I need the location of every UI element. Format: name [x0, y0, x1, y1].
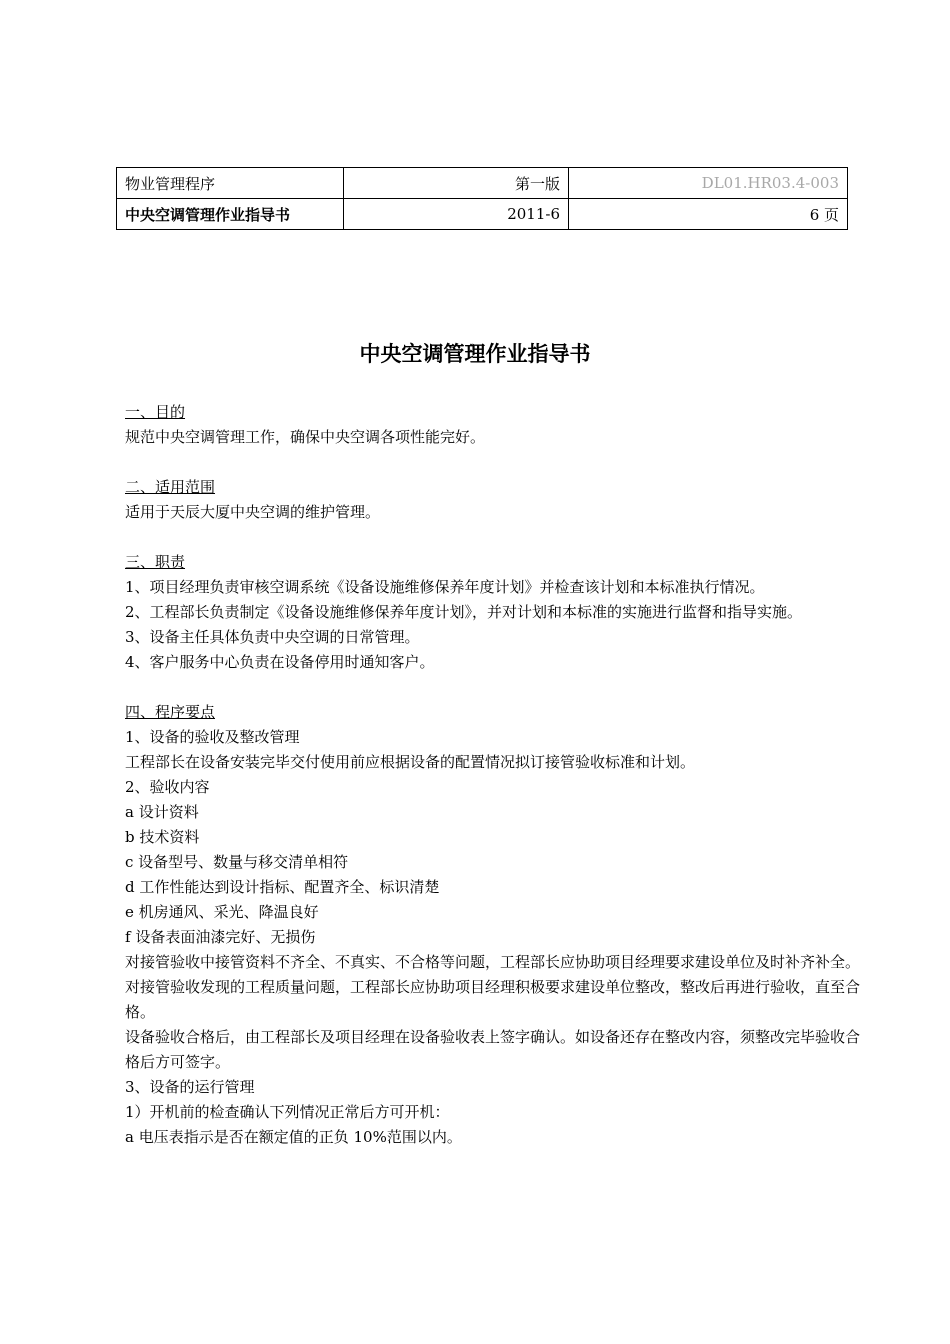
paragraph: 4、客户服务中心负责在设备停用时通知客户。 — [125, 653, 435, 671]
header-row — [117, 199, 848, 230]
spacer — [125, 525, 860, 550]
list-item: f 设备表面油漆完好、无损伤 — [125, 928, 316, 946]
doc-name-cell: 中央空调管理作业指导书 — [117, 199, 344, 230]
document-title: 中央空调管理作业指导书 — [359, 341, 591, 366]
paragraph: 对接管验收发现的工程质量问题，工程部长应协助项目经理积极要求建设单位整改，整改后再进行验收，直至合格。 — [125, 978, 861, 1021]
list-item: a 电压表指示是否在额定值的正负 10%范围以内。 — [125, 1128, 462, 1146]
paragraph: 2、验收内容 — [125, 778, 210, 796]
header-row — [117, 168, 848, 199]
paragraph: 1、设备的验收及整改管理 — [125, 728, 300, 746]
list-item: b 技术资料 — [125, 828, 200, 846]
paragraph: 1）开机前的检查确认下列情况正常后方可开机： — [125, 1103, 450, 1121]
spacer — [125, 675, 860, 700]
document-body — [125, 400, 860, 1150]
list-item: d 工作性能达到设计指标、配置齐全、标识清楚 — [125, 878, 440, 896]
paragraph: 规范中央空调管理工作，确保中央空调各项性能完好。 — [125, 428, 486, 446]
paragraph: 对接管验收中接管资料不齐全、不真实、不合格等问题，工程部长应协助项目经理要求建设单位及时补齐补全。 — [125, 953, 861, 971]
edition-cell: 第一版 — [344, 168, 569, 199]
paragraph: 工程部长在设备安装完毕交付使用前应根据设备的配置情况拟订接管验收标准和计划。 — [125, 753, 696, 771]
date-cell: 2011-6 — [344, 199, 569, 230]
section-heading-scope: 二、适用范围 — [125, 478, 216, 496]
list-item: e 机房通风、采光、降温良好 — [125, 903, 319, 921]
paragraph: 3、设备主任具体负责中央空调的日常管理。 — [125, 628, 420, 646]
program-cell: 物业管理程序 — [117, 168, 344, 199]
list-item: c 设备型号、数量与移交清单相符 — [125, 853, 349, 871]
page-count-cell: 6 页 — [569, 199, 848, 230]
spacer — [125, 450, 860, 475]
paragraph: 适用于天辰大厦中央空调的维护管理。 — [125, 503, 381, 521]
section-heading-purpose: 一、目的 — [125, 403, 186, 421]
paragraph: 3、设备的运行管理 — [125, 1078, 255, 1096]
header-table — [116, 167, 848, 230]
paragraph: 设备验收合格后，由工程部长及项目经理在设备验收表上签字确认。如设备还存在整改内容，须整改完毕验收合格后方可签字。 — [125, 1028, 861, 1071]
paragraph: 1、项目经理负责审核空调系统《设备设施维修保养年度计划》并检查该计划和本标准执行情况。 — [125, 578, 765, 596]
list-item: a 设计资料 — [125, 803, 199, 821]
section-heading-procedure: 四、程序要点 — [125, 703, 216, 721]
paragraph: 2、工程部长负责制定《设备设施维修保养年度计划》，并对计划和本标准的实施进行监督和指导实施。 — [125, 603, 803, 621]
section-heading-responsibilities: 三、职责 — [125, 553, 186, 571]
doc-code-cell: DL01.HR03.4-003 — [569, 168, 848, 199]
